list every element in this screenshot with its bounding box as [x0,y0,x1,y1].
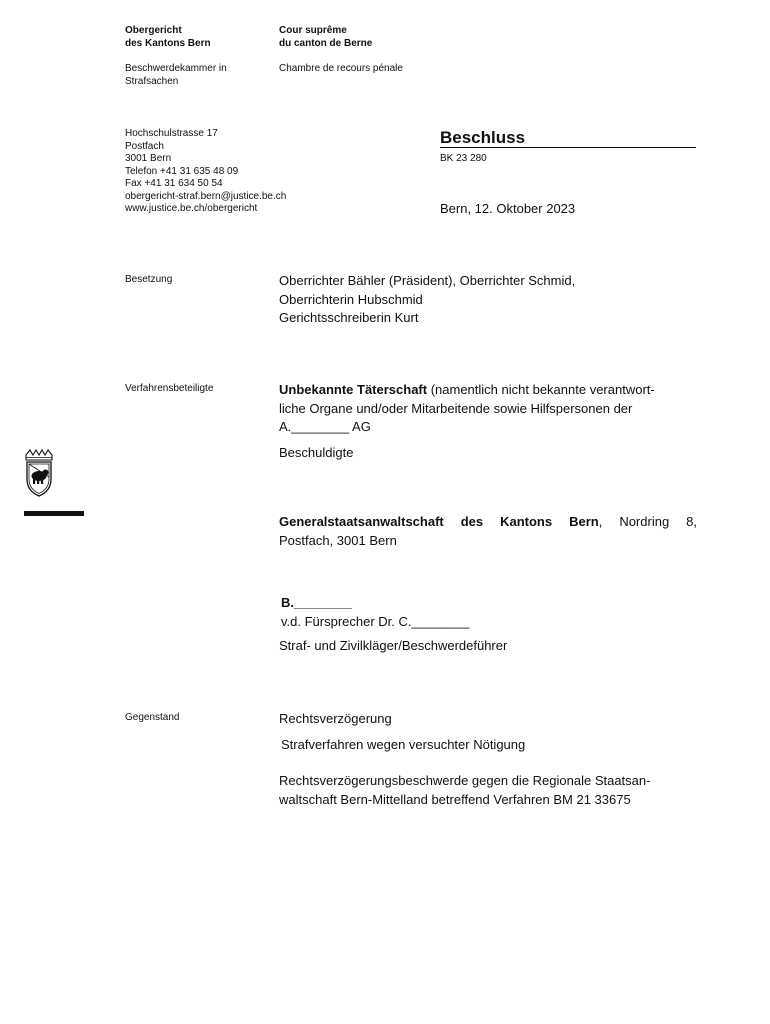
party-accused-role: Beschuldigte [279,445,354,460]
bern-crest-icon [22,449,56,499]
besetzung-members: Oberrichter Bähler (Präsident), Oberrichter Schmid, Oberrichterin Hubschmid Gerichtsschreiberin Kurt [279,273,576,325]
parties-label: Verfahrensbeteiligte [125,383,214,394]
court-name-fr: Cour suprême du canton de Berne [279,25,373,49]
party-complainant-role: Straf- und Zivilkläger/Beschwerdeführer [279,638,508,653]
party-prosecution: Generalstaatsanwaltschaft des Kantons Bern, Nordring 8, Postfach, 3001 Bern [279,514,697,548]
case-reference: BK 23 280 [440,153,487,164]
party-complainant [281,594,469,631]
party-complainant-name: B.________ [281,595,352,610]
party-prosecution-name: Generalstaatsanwaltschaft des Kantons Bern [279,514,599,529]
address-block: Hochschulstrasse 17 Postfach 3001 Bern Telefon +41 31 635 48 09 Fax +41 31 634 50 54 obergericht-straf.bern@justice.be.ch www.justice.be.ch/obergericht [125,128,287,214]
party-accused-name: Unbekannte Täterschaft [279,382,428,397]
besetzung-label: Besetzung [125,274,173,285]
place-date: Bern, 12. Oktober 2023 [440,201,576,216]
margin-bar [24,511,84,516]
subject-description: Rechtsverzögerungsbeschwerde gegen die Regionale Staatsan- waltschaft Bern-Mittelland betreffend Verfahren BM 21 33675 [279,773,651,807]
court-name-de: Obergericht des Kantons Bern [125,25,211,49]
party-complainant-representative: v.d. Fürsprecher Dr. C.________ [281,613,470,629]
chamber-name-de: Beschwerdekammer in Strafsachen [125,63,227,87]
party-accused: Unbekannte Täterschaft (namentlich nicht bekannte verantwort- liche Organe und/oder Mitarbeitende sowie Hilfspersonen der A.________ AG [279,382,655,434]
subject-label: Gegenstand [125,712,180,723]
bern-coat-of-arms-logo [22,449,56,499]
chamber-name-fr: Chambre de recours pénale [279,63,403,74]
document-title: Beschluss [440,128,526,147]
title-underline [440,147,696,148]
subject-proceeding: Strafverfahren wegen versuchter Nötigung [281,737,526,752]
subject-title: Rechtsverzögerung [279,711,392,726]
